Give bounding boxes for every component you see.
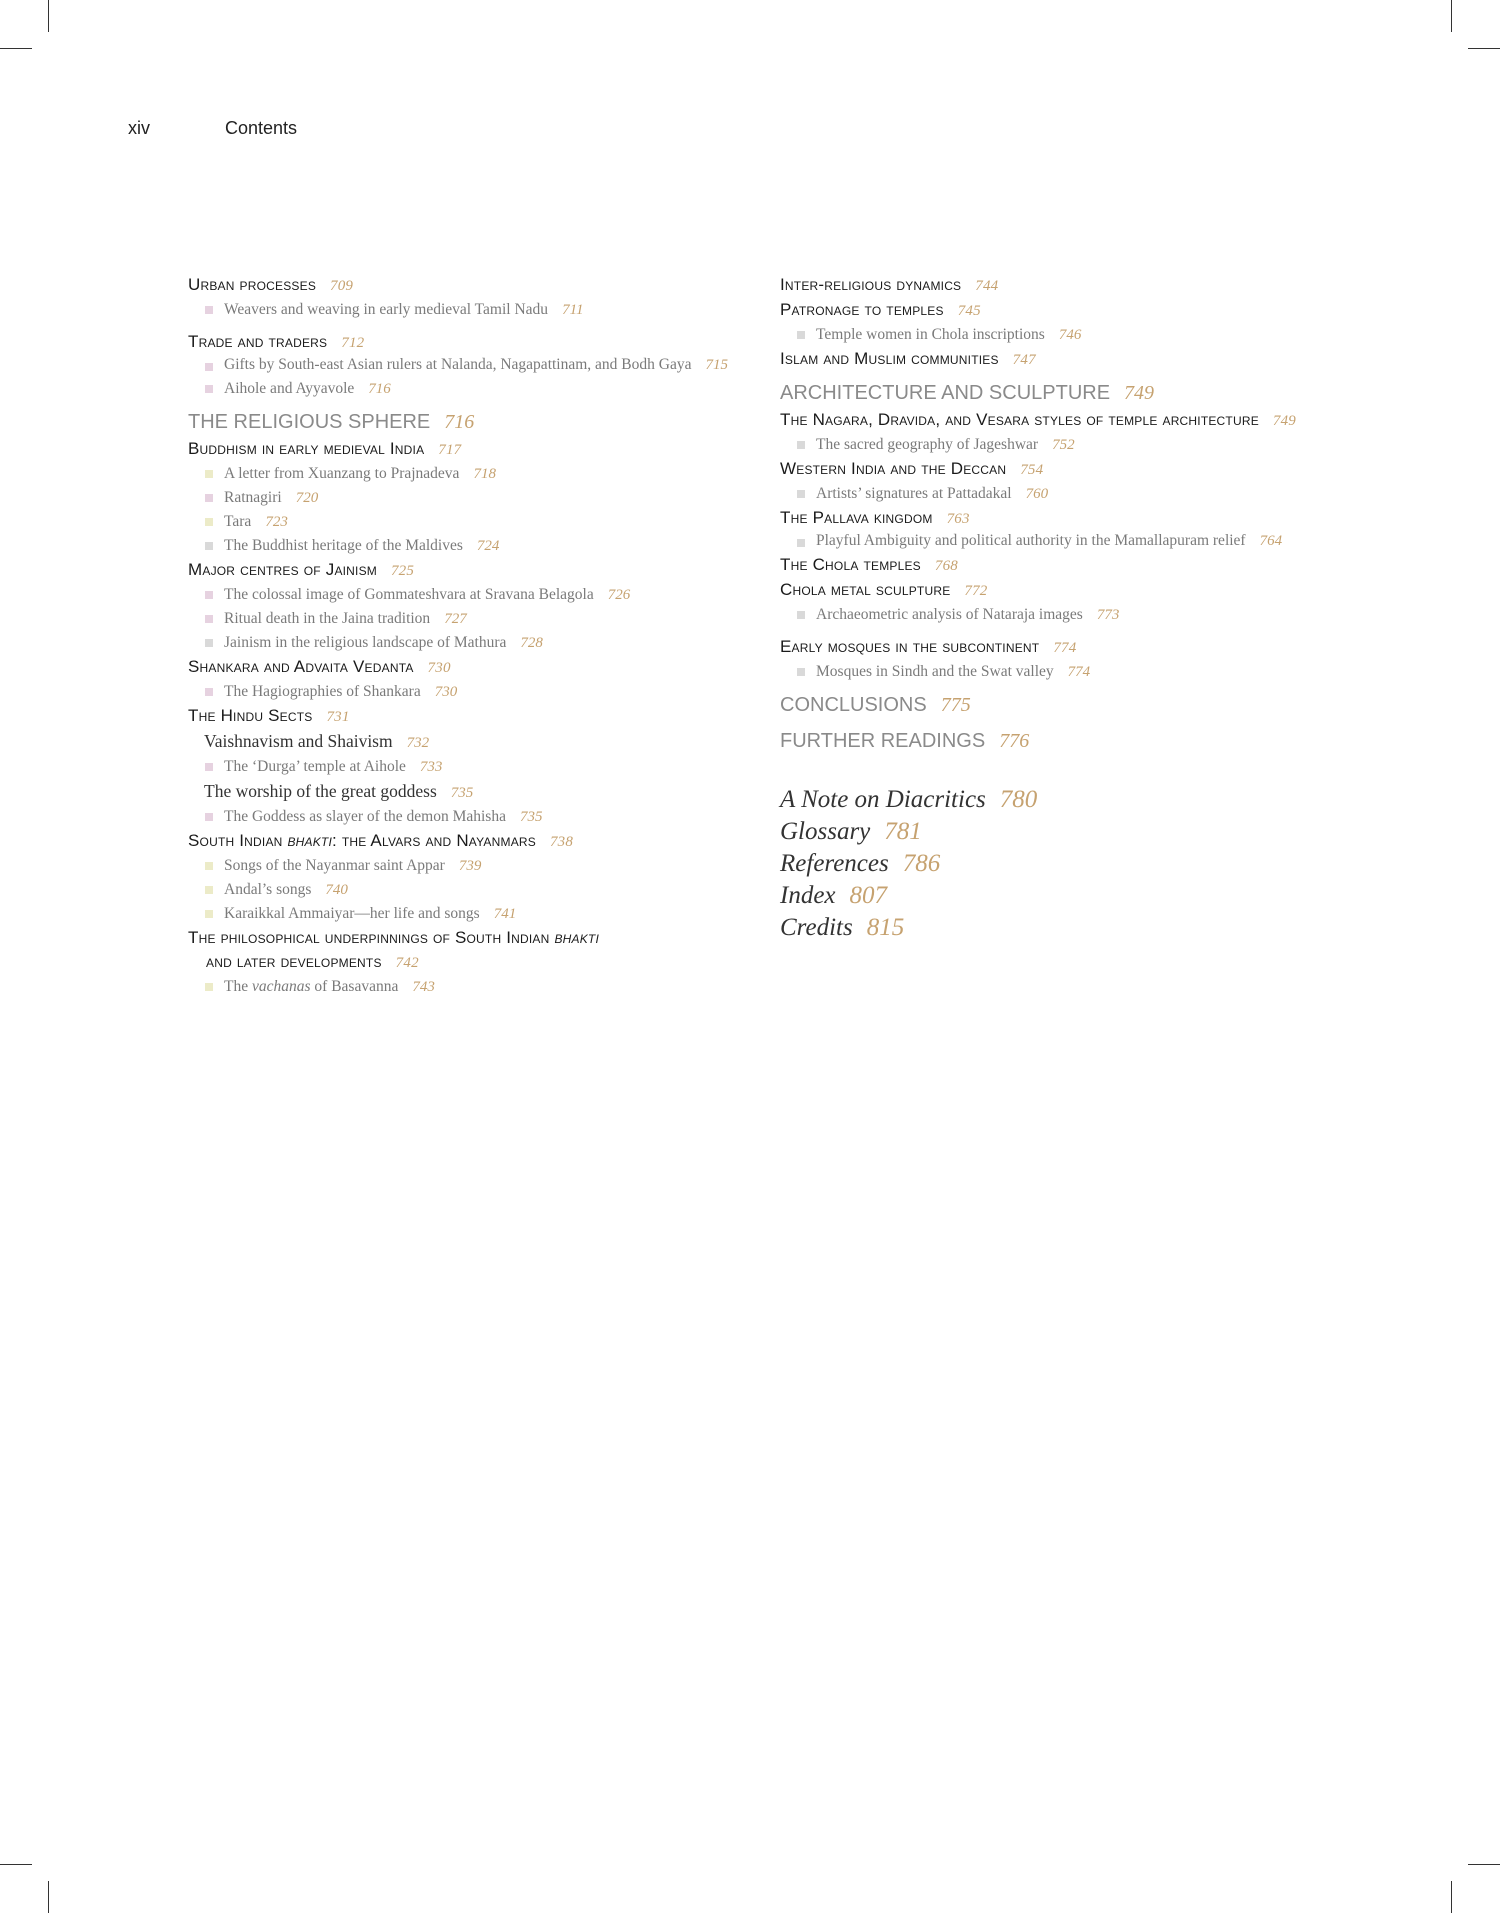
entry-title: Andal’s songs xyxy=(224,881,312,898)
entry-title: The Nagara, Dravida, and Vesara styles of temple architecture xyxy=(780,410,1259,429)
page-number: 726 xyxy=(607,587,631,603)
entry-title: Credits xyxy=(780,914,853,941)
entry-title: The Buddhist heritage of the Maldives xyxy=(224,537,463,554)
subheading-entry xyxy=(188,829,748,854)
page-number: 731 xyxy=(326,709,350,725)
entry-title: South Indian xyxy=(188,831,288,850)
page-number: 732 xyxy=(406,735,430,751)
entry-title: Ritual death in the Jaina tradition xyxy=(224,610,431,627)
entry-title: The ‘Durga’ temple at Aihole xyxy=(224,758,406,775)
entry-title: The sacred geography of Jageshwar xyxy=(816,436,1039,453)
page-number: 745 xyxy=(957,303,981,319)
box-feature-entry xyxy=(188,534,748,558)
page-number: 739 xyxy=(458,858,482,874)
entry-title: The Chola temples xyxy=(780,555,921,574)
section-heading xyxy=(780,726,1340,756)
page-number: 730 xyxy=(427,660,451,676)
page-number: 720 xyxy=(295,490,319,506)
crop-mark xyxy=(0,48,32,49)
page-number: 725 xyxy=(390,563,415,579)
back-matter-entry xyxy=(780,816,1340,848)
page-number: 786 xyxy=(902,850,941,877)
page-number: 764 xyxy=(1259,533,1283,549)
subheading-entry xyxy=(188,704,748,729)
page-number: 807 xyxy=(849,882,888,909)
box-feature-entry xyxy=(188,486,748,510)
subheading-entry xyxy=(188,330,748,355)
box-feature-entry xyxy=(188,462,748,486)
topic-entry xyxy=(188,729,748,755)
box-feature-entry xyxy=(780,660,1340,684)
entry-title: The Goddess as slayer of the demon Mahisha xyxy=(224,808,506,825)
page-number: 741 xyxy=(493,906,517,922)
box-feature-entry xyxy=(780,433,1340,457)
page-number: 774 xyxy=(1067,664,1091,680)
entry-title: ARCHITECTURE AND SCULPTURE xyxy=(780,382,1111,404)
page-number: 760 xyxy=(1025,486,1049,502)
page-number: 776 xyxy=(999,730,1030,752)
page-number: 749 xyxy=(1272,413,1297,429)
page-number: 727 xyxy=(444,611,467,627)
entry-title: Gifts by South-east Asian rulers at Nalanda, Nagapattinam, and Bodh Gaya xyxy=(224,356,692,373)
subheading-entry xyxy=(780,273,1340,298)
entry-title: Tara xyxy=(224,513,252,530)
entry-title: of Basavanna xyxy=(310,978,399,995)
page-number: xiv xyxy=(128,118,150,138)
back-matter-entry xyxy=(780,848,1340,880)
entry-title: Early mosques in the subcontinent xyxy=(780,637,1040,656)
subheading-entry xyxy=(780,408,1340,433)
page-number: 742 xyxy=(395,955,419,971)
entry-title: Ratnagiri xyxy=(224,489,282,506)
page-number: 763 xyxy=(946,511,970,527)
page-number: 712 xyxy=(341,335,365,351)
page-number: 733 xyxy=(419,759,443,775)
entry-title: Songs of the Nayanmar saint Appar xyxy=(224,857,445,874)
page-number: 735 xyxy=(519,809,543,825)
entry-title: Karaikkal Ammaiyar—her life and songs xyxy=(224,905,480,922)
entry-title: A letter from Xuanzang to Prajnadeva xyxy=(224,465,460,482)
page-number: 730 xyxy=(434,684,458,700)
box-feature-entry xyxy=(188,805,748,829)
box-feature-entry xyxy=(780,482,1340,506)
page-number: 728 xyxy=(520,635,543,651)
entry-title: CONCLUSIONS xyxy=(780,694,927,716)
crop-mark xyxy=(48,0,49,32)
page-number: 723 xyxy=(265,514,288,530)
crop-mark xyxy=(48,1881,49,1913)
subheading-entry xyxy=(780,553,1340,578)
page-number: 716 xyxy=(444,411,475,433)
box-feature-entry xyxy=(188,680,748,704)
crop-mark xyxy=(1468,1864,1500,1865)
page-number: 746 xyxy=(1058,327,1082,343)
entry-title: Chola metal sculpture xyxy=(780,580,951,599)
entry-title: A Note on Diacritics xyxy=(780,786,986,813)
contents-list-right xyxy=(780,273,1340,756)
entry-title: The worship of the great goddess xyxy=(204,781,437,801)
page-number: 768 xyxy=(934,558,958,574)
section-heading xyxy=(188,407,748,437)
subheading-entry xyxy=(780,347,1340,372)
box-feature-entry xyxy=(188,755,748,779)
entry-title: Urban processes xyxy=(188,275,317,294)
entry-title: Jainism in the religious landscape of Mathura xyxy=(224,634,507,651)
back-matter-entry xyxy=(780,912,1340,944)
entry-title-italic: bhakti xyxy=(287,831,332,850)
entry-title: Glossary xyxy=(780,818,871,845)
entry-title: : the Alvars and Nayanmars xyxy=(332,831,536,850)
box-feature-entry xyxy=(780,323,1340,347)
entry-title: Mosques in Sindh and the Swat valley xyxy=(816,663,1054,680)
entry-title: Vaishnavism and Shaivism xyxy=(204,731,393,751)
entry-title: Temple women in Chola inscriptions xyxy=(816,326,1045,343)
entry-title: Islam and Muslim communities xyxy=(780,349,999,368)
page-number: 754 xyxy=(1020,462,1044,478)
page-number: 749 xyxy=(1124,382,1155,404)
entry-title: Weavers and weaving in early medieval Tamil Nadu xyxy=(224,301,549,318)
page-number: 773 xyxy=(1096,607,1120,623)
running-title: Contents xyxy=(225,118,298,138)
subheading-entry xyxy=(780,506,1340,531)
page-number: 747 xyxy=(1012,352,1036,368)
page-number: 718 xyxy=(473,466,496,482)
entry-title: The philosophical underpinnings of South Indian xyxy=(188,928,555,947)
page-number: 744 xyxy=(975,278,999,294)
entry-title: and later developments xyxy=(206,952,382,971)
entry-title: FURTHER READINGS xyxy=(780,730,986,752)
crop-mark xyxy=(1451,0,1452,32)
subheading-entry xyxy=(188,655,748,680)
subheading-entry xyxy=(780,457,1340,482)
entry-title: Playful Ambiguity and political authority in the Mamallapuram relief xyxy=(816,532,1246,549)
crop-mark xyxy=(1451,1881,1452,1913)
entry-title: Major centres of Jainism xyxy=(188,560,377,579)
contents-column-left xyxy=(188,273,748,999)
back-matter-entry xyxy=(780,784,1340,816)
page-number: 772 xyxy=(964,583,988,599)
entry-title: Trade and traders xyxy=(188,332,328,351)
page-number: 752 xyxy=(1052,437,1075,453)
entry-title: Inter-religious dynamics xyxy=(780,275,962,294)
page-number: 724 xyxy=(476,538,500,554)
entry-title-italic: bhakti xyxy=(554,928,599,947)
entry-title: Buddhism in early medieval India xyxy=(188,439,425,458)
entry-title: THE RELIGIOUS SPHERE xyxy=(188,411,431,433)
box-feature-entry xyxy=(188,377,748,401)
page-number: 740 xyxy=(325,882,348,898)
entry-title: The xyxy=(224,978,252,995)
page-number: 743 xyxy=(412,979,435,995)
subheading-entry xyxy=(188,273,748,298)
entry-title: Artists’ signatures at Pattadakal xyxy=(816,485,1012,502)
crop-mark xyxy=(0,1864,32,1865)
page-number: 780 xyxy=(999,786,1038,813)
subheading-entry xyxy=(188,558,748,583)
page-number: 781 xyxy=(884,818,922,845)
subheading-entry xyxy=(188,950,748,975)
running-head xyxy=(128,118,297,139)
entry-title: The Hindu Sects xyxy=(188,706,313,725)
entry-title-italic: vachanas xyxy=(251,978,311,995)
box-feature-entry xyxy=(780,603,1340,627)
box-feature-entry xyxy=(188,902,748,926)
subheading-entry xyxy=(188,437,748,462)
page-number: 738 xyxy=(549,834,574,850)
box-feature-entry xyxy=(188,975,748,999)
topic-entry xyxy=(188,779,748,805)
box-feature-entry xyxy=(188,298,748,322)
page-number: 774 xyxy=(1053,640,1077,656)
box-feature-entry xyxy=(780,531,1340,551)
entry-title: Western India and the Deccan xyxy=(780,459,1007,478)
page-number: 715 xyxy=(705,357,728,373)
box-feature-entry xyxy=(188,583,748,607)
section-heading xyxy=(780,690,1340,720)
page-number: 716 xyxy=(368,381,391,397)
box-feature-entry xyxy=(188,607,748,631)
box-feature-entry xyxy=(188,878,748,902)
entry-title: The Pallava kingdom xyxy=(780,508,933,527)
crop-mark xyxy=(1468,48,1500,49)
page-number: 709 xyxy=(330,278,354,294)
box-feature-entry xyxy=(188,355,748,375)
box-feature-entry xyxy=(188,854,748,878)
entry-title: Shankara and Advaita Vedanta xyxy=(188,657,414,676)
box-feature-entry xyxy=(188,631,748,655)
entry-title: The Hagiographies of Shankara xyxy=(224,683,421,700)
subheading-entry xyxy=(780,578,1340,603)
box-feature-entry xyxy=(188,510,748,534)
entry-title: Aihole and Ayyavole xyxy=(224,380,355,397)
subheading-entry xyxy=(780,298,1340,323)
page-number: 735 xyxy=(450,785,474,801)
entry-title: Index xyxy=(780,882,836,909)
page-number: 717 xyxy=(438,442,462,458)
subheading-entry xyxy=(188,926,748,950)
entry-title: The colossal image of Gommateshvara at Sravana Belagola xyxy=(224,586,594,603)
page-number: 815 xyxy=(866,914,905,941)
subheading-entry xyxy=(780,635,1340,660)
entry-title: References xyxy=(780,850,889,877)
back-matter-list xyxy=(780,784,1340,944)
section-heading xyxy=(780,378,1340,408)
entry-title: Patronage to temples xyxy=(780,300,944,319)
page-number: 711 xyxy=(562,302,584,318)
page-number: 775 xyxy=(940,694,971,716)
contents-column-right xyxy=(780,273,1340,944)
entry-title: Archaeometric analysis of Nataraja images xyxy=(816,606,1083,623)
back-matter-entry xyxy=(780,880,1340,912)
